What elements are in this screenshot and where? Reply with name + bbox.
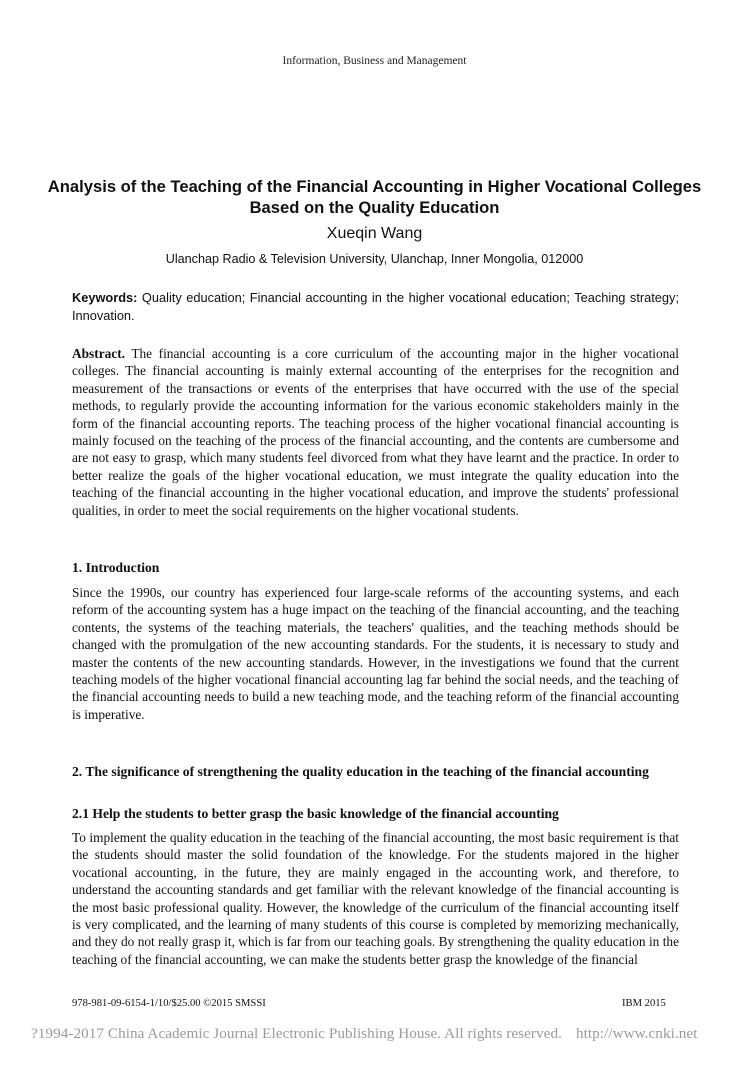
- watermark-copyright: ?1994-2017 China Academic Journal Electronic Publishing House. All rights reserved.: [31, 1025, 562, 1042]
- subsection-heading-2-1: 2.1 Help the students to better grasp the basic knowledge of the financial accounting: [72, 806, 559, 821]
- subsection-2-1-paragraph: To implement the quality education in the teaching of the financial accounting, the most basic requirement is that the students should master the solid foundation of the knowledge. For the students majored in the higher vocational accounting, in the future, they are mainly engaged in the accounting work, and therefore, to understand the accounting standards and get familiar with the relevant knowledge of the financial accounting is the most basic professional quality. However, the knowledge of the curriculum of the financial accounting itself is very complicated, and the learning of many students of this course is completed by memorizing mechanically, and they do not really grasp it, which is far from our teaching goals. By strengthening the quality education in the teaching of the financial accounting, we can make the students better grasp the knowledge of the financial: [72, 830, 679, 967]
- footer-isbn: 978-981-09-6154-1/10/$25.00 ©2015 SMSSI: [72, 998, 266, 1009]
- keywords-label: Keywords:: [72, 290, 138, 305]
- watermark-url[interactable]: http://www.cnki.net: [575, 1025, 698, 1042]
- paper-author: Xueqin Wang: [326, 225, 423, 242]
- section-heading-introduction: 1. Introduction: [72, 560, 160, 575]
- abstract: [72, 345, 679, 519]
- running-header: Information, Business and Management: [282, 55, 467, 67]
- abstract-label: Abstract.: [72, 346, 125, 361]
- footer-conference: IBM 2015: [622, 998, 666, 1009]
- abstract-text: The financial accounting is a core curriculum of the accounting major in the higher vocational colleges. The financial accounting is mainly external accounting of the enterprises for the recognition and measurement of the transactions or events of the enterprises that have occurred with the use of the special methods, to regularly provide the accounting information for the various economic stakeholders mainly in the form of the financial accounting reports. The teaching process of the higher vocational financial accounting is mainly focused on the teaching of the process of the financial accounting, and the contents are cumbersome and are not easy to grasp, which many students feel divorced from what they have learnt and the practice. In order to better realize the goals of the higher vocational education, we must integrate the quality education into the teaching of the financial accounting in the higher vocational education, and improve the students' professional qualities, in order to meet the social requirements on the higher vocational students.: [72, 346, 679, 518]
- cnki-watermark: [31, 1025, 697, 1043]
- introduction-paragraph: Since the 1990s, our country has experienced four large-scale reforms of the accounting systems, and each reform of the accounting system has a huge impact on the teaching of the financial accounting, and the teaching contents, the systems of the teaching materials, the teachers' qualities, and the teaching methods should be changed with the promulgation of the new accounting standards. For the students, it is necessary to study and master the contents of the new accounting standards. However, in the investigations we found that the current teaching models of the higher vocational financial accounting lag far behind the social needs, and the teaching of the financial accounting needs to build a new teaching mode, and the teaching reform of the financial accounting is imperative.: [72, 585, 679, 722]
- section-heading-significance: 2. The significance of strengthening the quality education in the teaching of the financial accounting: [72, 764, 649, 779]
- keywords-text: Quality education; Financial accounting in the higher vocational education; Teaching strategy; Innovation.: [72, 290, 679, 323]
- keywords: [72, 289, 679, 324]
- author-affiliation: Ulanchap Radio & Television University, Ulanchap, Inner Mongolia, 012000: [165, 252, 584, 266]
- paper-title: Analysis of the Teaching of the Financial Accounting in Higher Vocational Colleges Based on the Quality Education: [47, 177, 702, 217]
